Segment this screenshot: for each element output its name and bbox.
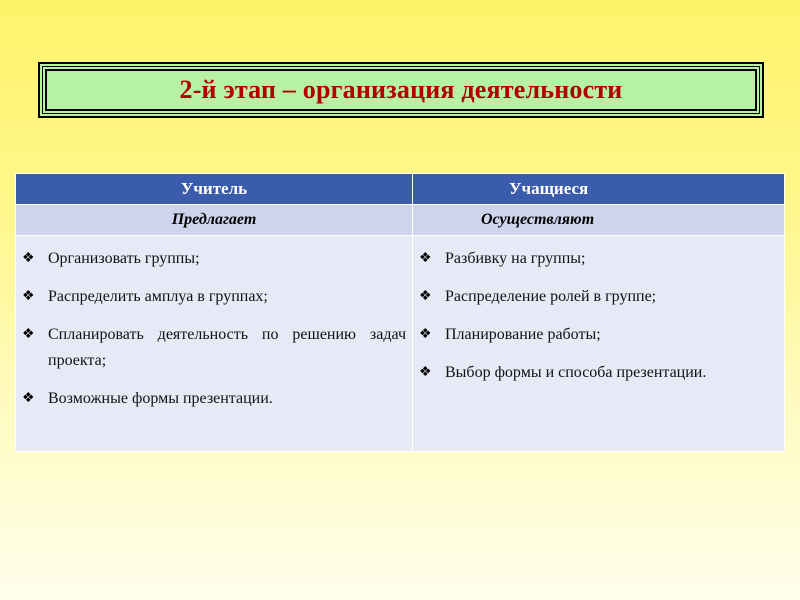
header-students: Учащиеся [413,174,785,205]
list-item-text: Выбор формы и способа презентации. [445,364,707,381]
list-item [20,246,406,272]
list-item-text: Разбивку на группы; [445,250,586,267]
list-item-text: Планирование работы; [445,326,601,343]
diamond-bullet-icon: ❖ [419,289,432,304]
diamond-bullet-icon: ❖ [22,327,35,342]
list-item [417,322,778,348]
list-item-text: Распределение ролей в группе; [445,288,657,305]
teacher-list [16,236,412,412]
subheader-students: Осуществляют [413,205,785,236]
students-list [413,236,784,386]
diamond-bullet-icon: ❖ [419,251,432,266]
list-item [417,360,778,386]
diamond-bullet-icon: ❖ [419,327,432,342]
list-item-text: Спланировать деятельность по решению задач проекта; [48,326,406,369]
title-frame [38,62,764,118]
header-teacher: Учитель [16,174,413,205]
diamond-bullet-icon: ❖ [22,289,35,304]
stage-table [15,173,785,452]
list-item [20,386,406,412]
list-item [20,284,406,310]
header-row [16,174,785,205]
list-item [20,322,406,374]
diamond-bullet-icon: ❖ [22,391,35,406]
content-row [16,236,785,452]
diamond-bullet-icon: ❖ [22,251,35,266]
students-cell [413,236,785,452]
subheader-row [16,205,785,236]
list-item [417,284,778,310]
teacher-cell [16,236,413,452]
slide-title: 2-й этап – организация деятельности [179,75,623,104]
list-item-text: Возможные формы презентации. [48,390,273,407]
subheader-teacher: Предлагает [16,205,413,236]
diamond-bullet-icon: ❖ [419,365,432,380]
list-item [417,246,778,272]
list-item-text: Организовать группы; [48,250,200,267]
list-item-text: Распределить амплуа в группах; [48,288,268,305]
